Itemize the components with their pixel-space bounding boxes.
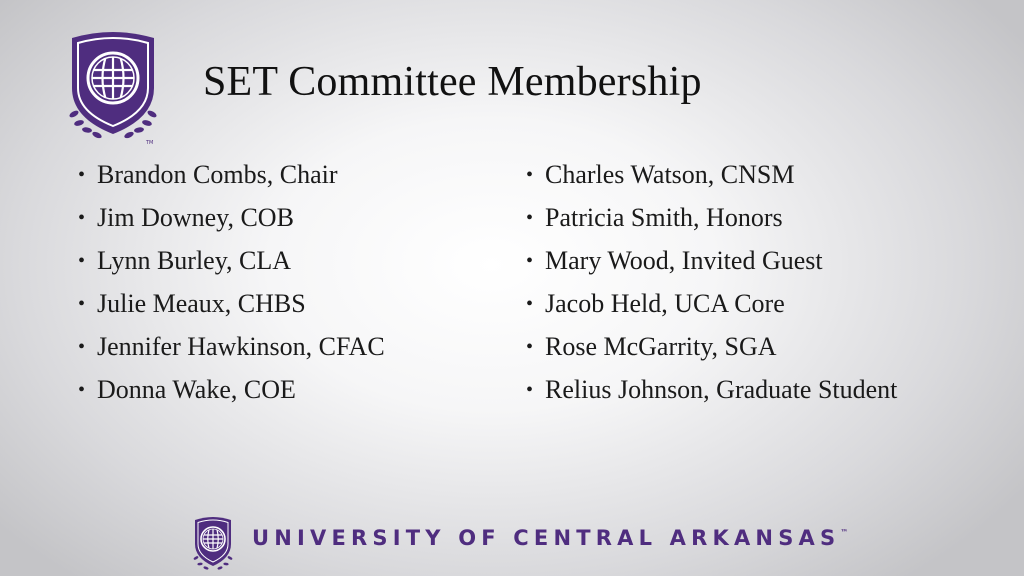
member-name: Relius Johnson, Graduate Student <box>545 374 898 404</box>
list-item <box>78 282 385 325</box>
list-item <box>526 282 897 325</box>
member-name: Brandon Combs, Chair <box>97 159 338 189</box>
bullet: • <box>78 378 86 401</box>
bullet: • <box>526 163 534 186</box>
university-shield-logo-icon <box>66 26 160 146</box>
member-name: Mary Wood, Invited Guest <box>545 245 823 275</box>
trademark-symbol: ™ <box>840 528 849 537</box>
bullet: • <box>526 249 534 272</box>
member-name: Patricia Smith, Honors <box>545 202 783 232</box>
member-name: Jim Downey, COB <box>97 202 294 232</box>
member-name: Lynn Burley, CLA <box>97 245 292 275</box>
list-item <box>526 325 897 368</box>
member-name: Jacob Held, UCA Core <box>545 288 785 318</box>
list-item <box>526 153 897 196</box>
bullet: • <box>78 163 86 186</box>
member-name: Jennifer Hawkinson, CFAC <box>97 331 385 361</box>
footer-shield-logo-icon <box>192 514 234 572</box>
list-item <box>78 239 385 282</box>
university-name: UNIVERSITY OF CENTRAL ARKANSAS <box>252 526 841 550</box>
list-item <box>526 368 897 411</box>
member-name: Donna Wake, COE <box>97 374 296 404</box>
member-name: Julie Meaux, CHBS <box>97 288 306 318</box>
members-list-right <box>526 153 897 411</box>
bullet: • <box>526 378 534 401</box>
slide-title: SET Committee Membership <box>203 59 702 105</box>
bullet: • <box>526 292 534 315</box>
bullet: • <box>526 335 534 358</box>
members-list-left <box>78 153 385 411</box>
logo-trademark: TM <box>146 140 154 146</box>
bullet: • <box>78 335 86 358</box>
list-item <box>78 153 385 196</box>
bullet: • <box>526 206 534 229</box>
bullet: • <box>78 292 86 315</box>
member-name: Rose McGarrity, SGA <box>545 331 777 361</box>
list-item <box>78 325 385 368</box>
list-item <box>78 196 385 239</box>
list-item <box>526 239 897 282</box>
bullet: • <box>78 206 86 229</box>
university-name-wordmark <box>252 526 848 550</box>
list-item <box>78 368 385 411</box>
member-name: Charles Watson, CNSM <box>545 159 795 189</box>
bullet: • <box>78 249 86 272</box>
list-item <box>526 196 897 239</box>
